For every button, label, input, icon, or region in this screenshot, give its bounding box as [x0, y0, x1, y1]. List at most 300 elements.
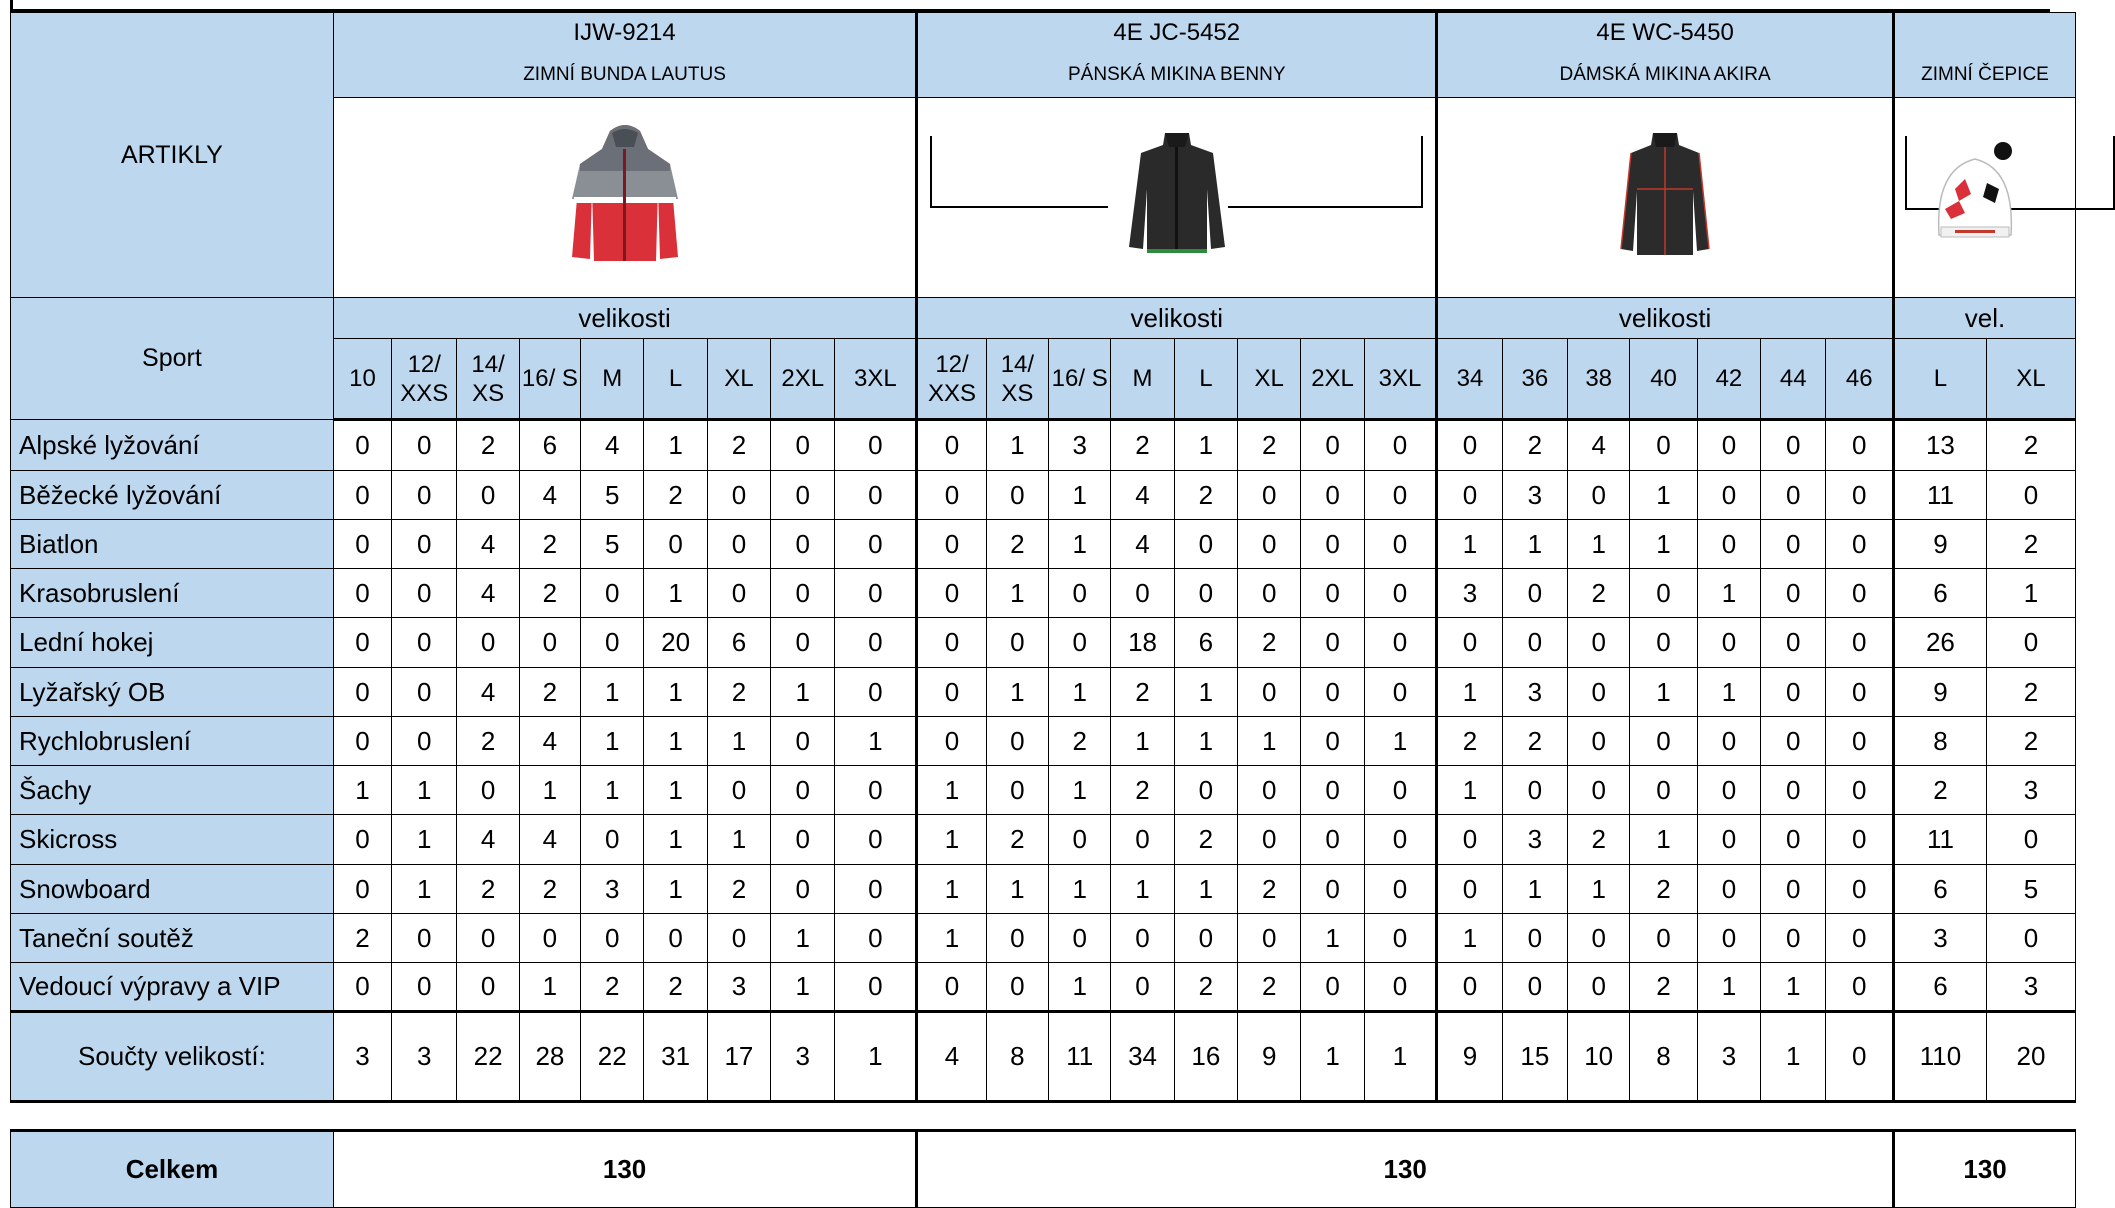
quantity-cell: 2	[1986, 668, 2075, 717]
size-header: 3XL	[835, 339, 917, 420]
quantity-cell: 2	[1238, 618, 1301, 668]
quantity-cell: 0	[835, 815, 917, 865]
quantity-cell: 1	[333, 766, 391, 815]
quantity-cell: 1	[1697, 963, 1760, 1012]
size-header: 34	[1437, 339, 1502, 420]
quantity-cell: 1	[1437, 766, 1502, 815]
top-row-fragment	[10, 0, 2050, 12]
totals-row	[11, 1131, 2076, 1208]
quantity-cell: 2	[1049, 717, 1111, 766]
quantity-cell: 1	[644, 815, 707, 865]
table-row	[11, 815, 2076, 865]
quantity-cell: 1	[1697, 668, 1760, 717]
quantity-cell: 2	[986, 815, 1048, 865]
quantity-cell: 0	[1364, 569, 1437, 618]
quantity-cell: 0	[333, 420, 391, 471]
quantity-cell: 0	[1697, 420, 1760, 471]
quantity-cell: 0	[1761, 914, 1826, 963]
quantity-cell: 0	[1364, 766, 1437, 815]
size-header: M	[1111, 339, 1174, 420]
quantity-cell: 3	[1986, 963, 2075, 1012]
quantity-cell: 11	[1893, 815, 1986, 865]
quantity-cell: 0	[1761, 569, 1826, 618]
quantity-cell: 0	[1986, 471, 2075, 520]
size-group-label: velikosti	[1437, 298, 1894, 339]
quantity-cell: 0	[1364, 668, 1437, 717]
quantity-cell: 0	[1502, 914, 1567, 963]
table-row	[11, 471, 2076, 520]
quantity-cell: 1	[1174, 668, 1237, 717]
quantity-cell: 0	[1238, 668, 1301, 717]
quantity-cell: 1	[1174, 865, 1237, 914]
quantity-cell: 0	[1364, 865, 1437, 914]
quantity-cell: 2	[707, 420, 770, 471]
quantity-cell: 0	[392, 420, 457, 471]
quantity-cell: 0	[1364, 471, 1437, 520]
quantity-cell: 1	[1437, 914, 1502, 963]
quantity-cell: 8	[1893, 717, 1986, 766]
quantity-cell: 0	[1049, 914, 1111, 963]
quantity-cell: 0	[1761, 815, 1826, 865]
quantity-cell: 1	[707, 717, 770, 766]
quantity-cell: 0	[1568, 914, 1630, 963]
table-row	[11, 569, 2076, 618]
sum-cell: 1	[1364, 1012, 1437, 1102]
quantity-cell: 1	[1301, 914, 1364, 963]
quantity-cell: 0	[1986, 914, 2075, 963]
quantity-cell: 1	[917, 865, 986, 914]
quantity-cell: 0	[1697, 618, 1760, 668]
quantity-cell: 0	[333, 717, 391, 766]
quantity-cell: 1	[986, 420, 1048, 471]
quantity-cell: 1	[1630, 471, 1697, 520]
quantity-cell: 1	[392, 815, 457, 865]
sport-name: Krasobruslení	[11, 569, 334, 618]
quantity-cell: 1	[1568, 520, 1630, 569]
quantity-cell: 2	[1568, 569, 1630, 618]
quantity-cell: 2	[457, 865, 519, 914]
quantity-cell: 1	[581, 717, 644, 766]
quantity-cell: 0	[333, 865, 391, 914]
quantity-cell: 1	[644, 865, 707, 914]
product-name: DÁMSKÁ MIKINA AKIRA	[1437, 54, 1894, 98]
quantity-cell: 0	[457, 471, 519, 520]
quantity-cell: 0	[771, 420, 835, 471]
quantity-cell: 0	[1697, 815, 1760, 865]
quantity-cell: 1	[1761, 963, 1826, 1012]
quantity-cell: 0	[1238, 471, 1301, 520]
size-group-row	[11, 298, 2076, 339]
quantity-cell: 0	[1301, 668, 1364, 717]
quantity-cell: 0	[333, 520, 391, 569]
quantity-cell: 0	[333, 618, 391, 668]
quantity-cell: 1	[986, 569, 1048, 618]
size-header: 2XL	[1301, 339, 1364, 420]
quantity-cell: 3	[1049, 420, 1111, 471]
quantity-cell: 0	[917, 668, 986, 717]
product-code: IJW-9214	[333, 13, 916, 54]
sum-cell: 31	[644, 1012, 707, 1102]
quantity-cell: 6	[707, 618, 770, 668]
product-code: 4E WC-5450	[1437, 13, 1894, 54]
quantity-cell: 1	[1437, 520, 1502, 569]
black-womens-fleece-image	[1438, 129, 1892, 266]
quantity-cell: 0	[917, 471, 986, 520]
quantity-cell: 0	[1437, 865, 1502, 914]
quantity-cell: 0	[333, 815, 391, 865]
quantity-cell: 0	[917, 520, 986, 569]
quantity-cell: 0	[835, 471, 917, 520]
quantity-cell: 0	[1630, 766, 1697, 815]
quantity-cell: 2	[1986, 520, 2075, 569]
quantity-cell: 0	[1174, 520, 1237, 569]
quantity-cell: 1	[835, 717, 917, 766]
quantity-cell: 4	[457, 569, 519, 618]
size-header: XL	[707, 339, 770, 420]
quantity-cell: 0	[986, 471, 1048, 520]
quantity-cell: 9	[1893, 668, 1986, 717]
sport-name: Skicross	[11, 815, 334, 865]
product-code-row	[11, 13, 2076, 54]
sport-name: Lyžařský OB	[11, 668, 334, 717]
quantity-cell: 0	[1568, 618, 1630, 668]
quantity-cell: 4	[1568, 420, 1630, 471]
quantity-cell: 0	[1238, 815, 1301, 865]
quantity-cell: 2	[1630, 963, 1697, 1012]
quantity-cell: 2	[1111, 766, 1174, 815]
quantity-cell: 0	[1761, 865, 1826, 914]
quantity-cell: 0	[392, 914, 457, 963]
size-header: 16/ S	[1049, 339, 1111, 420]
quantity-cell: 0	[392, 717, 457, 766]
table-row	[11, 668, 2076, 717]
product-image-cell	[917, 98, 1437, 298]
quantity-cell: 0	[457, 914, 519, 963]
sum-cell: 1	[835, 1012, 917, 1102]
quantity-cell: 1	[1630, 520, 1697, 569]
sum-cell: 20	[1986, 1012, 2075, 1102]
quantity-cell: 0	[707, 569, 770, 618]
quantity-cell: 0	[1111, 569, 1174, 618]
quantity-cell: 0	[1568, 668, 1630, 717]
size-header: 12/ XXS	[392, 339, 457, 420]
quantity-cell: 2	[457, 717, 519, 766]
quantity-cell: 0	[986, 914, 1048, 963]
quantity-cell: 4	[1111, 520, 1174, 569]
total-value: 130	[917, 1131, 1894, 1208]
winter-hat-image	[1895, 139, 2075, 256]
sum-cell: 16	[1174, 1012, 1237, 1102]
product-image-cell	[1893, 98, 2075, 298]
size-header: 2XL	[771, 339, 835, 420]
quantity-cell: 1	[1986, 569, 2075, 618]
quantity-cell: 0	[1301, 865, 1364, 914]
quantity-cell: 0	[835, 865, 917, 914]
table-row	[11, 420, 2076, 471]
quantity-cell: 0	[707, 471, 770, 520]
sum-cell: 8	[1630, 1012, 1697, 1102]
quantity-cell: 0	[392, 569, 457, 618]
quantity-cell: 11	[1893, 471, 1986, 520]
quantity-cell: 13	[1893, 420, 1986, 471]
quantity-cell: 0	[1697, 717, 1760, 766]
quantity-cell: 26	[1893, 618, 1986, 668]
quantity-cell: 0	[1437, 471, 1502, 520]
quantity-cell: 2	[1437, 717, 1502, 766]
quantity-cell: 0	[1301, 815, 1364, 865]
sum-cell: 22	[457, 1012, 519, 1102]
quantity-cell: 0	[1502, 569, 1567, 618]
quantity-cell: 4	[457, 520, 519, 569]
quantity-cell: 3	[1437, 569, 1502, 618]
quantity-cell: 1	[1049, 471, 1111, 520]
quantity-cell: 5	[581, 520, 644, 569]
size-header: 40	[1630, 339, 1697, 420]
sport-name: Šachy	[11, 766, 334, 815]
quantity-cell: 2	[707, 865, 770, 914]
quantity-cell: 0	[1630, 717, 1697, 766]
size-header: L	[644, 339, 707, 420]
quantity-cell: 0	[771, 569, 835, 618]
quantity-cell: 5	[1986, 865, 2075, 914]
quantity-cell: 0	[519, 914, 580, 963]
quantity-cell: 1	[644, 717, 707, 766]
quantity-cell: 0	[1111, 815, 1174, 865]
quantity-cell: 0	[1630, 618, 1697, 668]
quantity-cell: 2	[1568, 815, 1630, 865]
quantity-cell: 2	[1111, 668, 1174, 717]
size-header: XL	[1238, 339, 1301, 420]
quantity-cell: 0	[1364, 914, 1437, 963]
quantity-cell: 0	[771, 717, 835, 766]
quantity-cell: 2	[1986, 420, 2075, 471]
quantity-cell: 1	[644, 668, 707, 717]
quantity-cell: 1	[1630, 815, 1697, 865]
quantity-cell: 0	[1630, 420, 1697, 471]
quantity-cell: 1	[644, 569, 707, 618]
quantity-cell: 4	[519, 471, 580, 520]
size-header: 3XL	[1364, 339, 1437, 420]
quantity-cell: 4	[581, 420, 644, 471]
quantity-cell: 2	[986, 520, 1048, 569]
quantity-cell: 0	[771, 618, 835, 668]
quantity-cell: 0	[1826, 914, 1893, 963]
quantity-cell: 0	[1761, 618, 1826, 668]
table-row	[11, 618, 2076, 668]
quantity-cell: 0	[1826, 963, 1893, 1012]
quantity-cell: 1	[1174, 717, 1237, 766]
size-header: L	[1893, 339, 1986, 420]
total-value: 130	[333, 1131, 916, 1208]
quantity-cell: 0	[1301, 766, 1364, 815]
quantity-cell: 0	[1826, 471, 1893, 520]
quantity-cell: 1	[707, 815, 770, 865]
quantity-cell: 0	[771, 766, 835, 815]
quantity-cell: 0	[1986, 815, 2075, 865]
quantity-cell: 0	[835, 963, 917, 1012]
quantity-cell: 1	[771, 963, 835, 1012]
quantity-cell: 1	[1111, 717, 1174, 766]
quantity-cell: 0	[835, 618, 917, 668]
quantity-cell: 0	[1697, 766, 1760, 815]
quantity-cell: 0	[1301, 520, 1364, 569]
quantity-cell: 0	[1301, 963, 1364, 1012]
quantity-cell: 0	[1826, 520, 1893, 569]
quantity-cell: 0	[1301, 717, 1364, 766]
table-row	[11, 717, 2076, 766]
quantity-cell: 0	[835, 766, 917, 815]
quantity-cell: 0	[392, 963, 457, 1012]
quantity-cell: 0	[1826, 766, 1893, 815]
size-header: 14/ XS	[457, 339, 519, 420]
sport-name: Snowboard	[11, 865, 334, 914]
quantity-cell: 0	[333, 471, 391, 520]
sum-cell: 10	[1568, 1012, 1630, 1102]
sport-name: Vedoucí výpravy a VIP	[11, 963, 334, 1012]
quantity-cell: 0	[986, 618, 1048, 668]
quantity-cell: 6	[1174, 618, 1237, 668]
size-header: 14/ XS	[986, 339, 1048, 420]
sum-cell: 3	[392, 1012, 457, 1102]
quantity-cell: 3	[1502, 471, 1567, 520]
table-row	[11, 520, 2076, 569]
quantity-cell: 0	[835, 569, 917, 618]
quantity-cell: 0	[1697, 471, 1760, 520]
quantity-cell: 0	[771, 471, 835, 520]
sum-cell: 1	[1761, 1012, 1826, 1102]
quantity-cell: 0	[707, 914, 770, 963]
quantity-cell: 3	[1502, 815, 1567, 865]
sums-row	[11, 1012, 2076, 1102]
quantity-cell: 4	[457, 668, 519, 717]
quantity-cell: 0	[1568, 766, 1630, 815]
quantity-cell: 0	[1301, 618, 1364, 668]
quantity-cell: 1	[581, 668, 644, 717]
quantity-cell: 0	[1174, 766, 1237, 815]
quantity-cell: 1	[1502, 520, 1567, 569]
sum-cell: 9	[1238, 1012, 1301, 1102]
product-image-cell	[1437, 98, 1894, 298]
quantity-cell: 4	[519, 717, 580, 766]
quantity-cell: 0	[1568, 471, 1630, 520]
quantity-cell: 1	[581, 766, 644, 815]
quantity-cell: 2	[581, 963, 644, 1012]
size-header: 12/ XXS	[917, 339, 986, 420]
quantity-cell: 0	[771, 520, 835, 569]
quantity-cell: 0	[1826, 618, 1893, 668]
quantity-cell: 0	[1826, 865, 1893, 914]
quantity-cell: 0	[1502, 766, 1567, 815]
quantity-cell: 0	[1364, 963, 1437, 1012]
quantity-cell: 2	[1986, 717, 2075, 766]
size-header: M	[581, 339, 644, 420]
sum-cell: 3	[333, 1012, 391, 1102]
quantity-cell: 1	[1630, 668, 1697, 717]
quantity-cell: 2	[1502, 420, 1567, 471]
quantity-cell: 9	[1893, 520, 1986, 569]
quantity-cell: 1	[1049, 865, 1111, 914]
sum-cell: 110	[1893, 1012, 1986, 1102]
quantity-cell: 2	[1174, 471, 1237, 520]
quantity-cell: 0	[1364, 520, 1437, 569]
quantity-cell: 2	[333, 914, 391, 963]
quantity-cell: 1	[519, 766, 580, 815]
quantity-cell: 0	[1568, 717, 1630, 766]
sport-name: Taneční soutěž	[11, 914, 334, 963]
quantity-cell: 0	[835, 668, 917, 717]
quantity-cell: 0	[644, 520, 707, 569]
sum-cell: 3	[1697, 1012, 1760, 1102]
quantity-cell: 0	[581, 569, 644, 618]
sum-cell: 11	[1049, 1012, 1111, 1102]
size-header: 38	[1568, 339, 1630, 420]
quantity-cell: 0	[835, 520, 917, 569]
quantity-cell: 4	[1111, 471, 1174, 520]
quantity-cell: 0	[771, 815, 835, 865]
quantity-cell: 0	[1502, 618, 1567, 668]
quantity-cell: 1	[771, 668, 835, 717]
quantity-cell: 0	[1111, 914, 1174, 963]
quantity-cell: 0	[1364, 815, 1437, 865]
quantity-cell: 0	[1826, 569, 1893, 618]
quantity-cell: 0	[581, 815, 644, 865]
sum-cell: 22	[581, 1012, 644, 1102]
quantity-cell: 1	[392, 865, 457, 914]
size-header: 42	[1697, 339, 1760, 420]
quantity-cell: 0	[392, 520, 457, 569]
product-name: ZIMNÍ ČEPICE	[1893, 54, 2075, 98]
quantity-cell: 6	[1893, 865, 1986, 914]
quantity-cell: 1	[917, 766, 986, 815]
size-header: 16/ S	[519, 339, 580, 420]
quantity-cell: 0	[917, 420, 986, 471]
quantity-cell: 1	[1238, 717, 1301, 766]
sum-cell: 3	[771, 1012, 835, 1102]
quantity-cell: 0	[1761, 420, 1826, 471]
quantity-cell: 2	[1174, 815, 1237, 865]
quantity-cell: 4	[457, 815, 519, 865]
quantity-cell: 0	[392, 471, 457, 520]
size-header: 44	[1761, 339, 1826, 420]
quantity-cell: 1	[917, 815, 986, 865]
quantity-cell: 2	[519, 865, 580, 914]
quantity-cell: 2	[1238, 963, 1301, 1012]
quantity-cell: 0	[1630, 914, 1697, 963]
quantity-cell: 2	[1502, 717, 1567, 766]
sum-cell: 9	[1437, 1012, 1502, 1102]
quantity-cell: 0	[581, 914, 644, 963]
quantity-cell: 0	[986, 766, 1048, 815]
quantity-cell: 0	[835, 914, 917, 963]
product-name: ZIMNÍ BUNDA LAUTUS	[333, 54, 916, 98]
quantity-cell: 2	[1893, 766, 1986, 815]
quantity-cell: 1	[1049, 520, 1111, 569]
quantity-cell: 1	[917, 914, 986, 963]
quantity-cell: 6	[1893, 963, 1986, 1012]
size-header: 36	[1502, 339, 1567, 420]
quantity-cell: 3	[581, 865, 644, 914]
quantity-cell: 0	[1697, 520, 1760, 569]
quantity-cell: 0	[771, 865, 835, 914]
quantity-cell: 1	[1111, 865, 1174, 914]
quantity-cell: 0	[333, 668, 391, 717]
quantity-cell: 0	[392, 618, 457, 668]
sum-cell: 15	[1502, 1012, 1567, 1102]
quantity-cell: 2	[644, 471, 707, 520]
quantity-cell: 1	[644, 766, 707, 815]
size-distribution-table	[10, 12, 2076, 1103]
quantity-cell: 0	[1437, 963, 1502, 1012]
